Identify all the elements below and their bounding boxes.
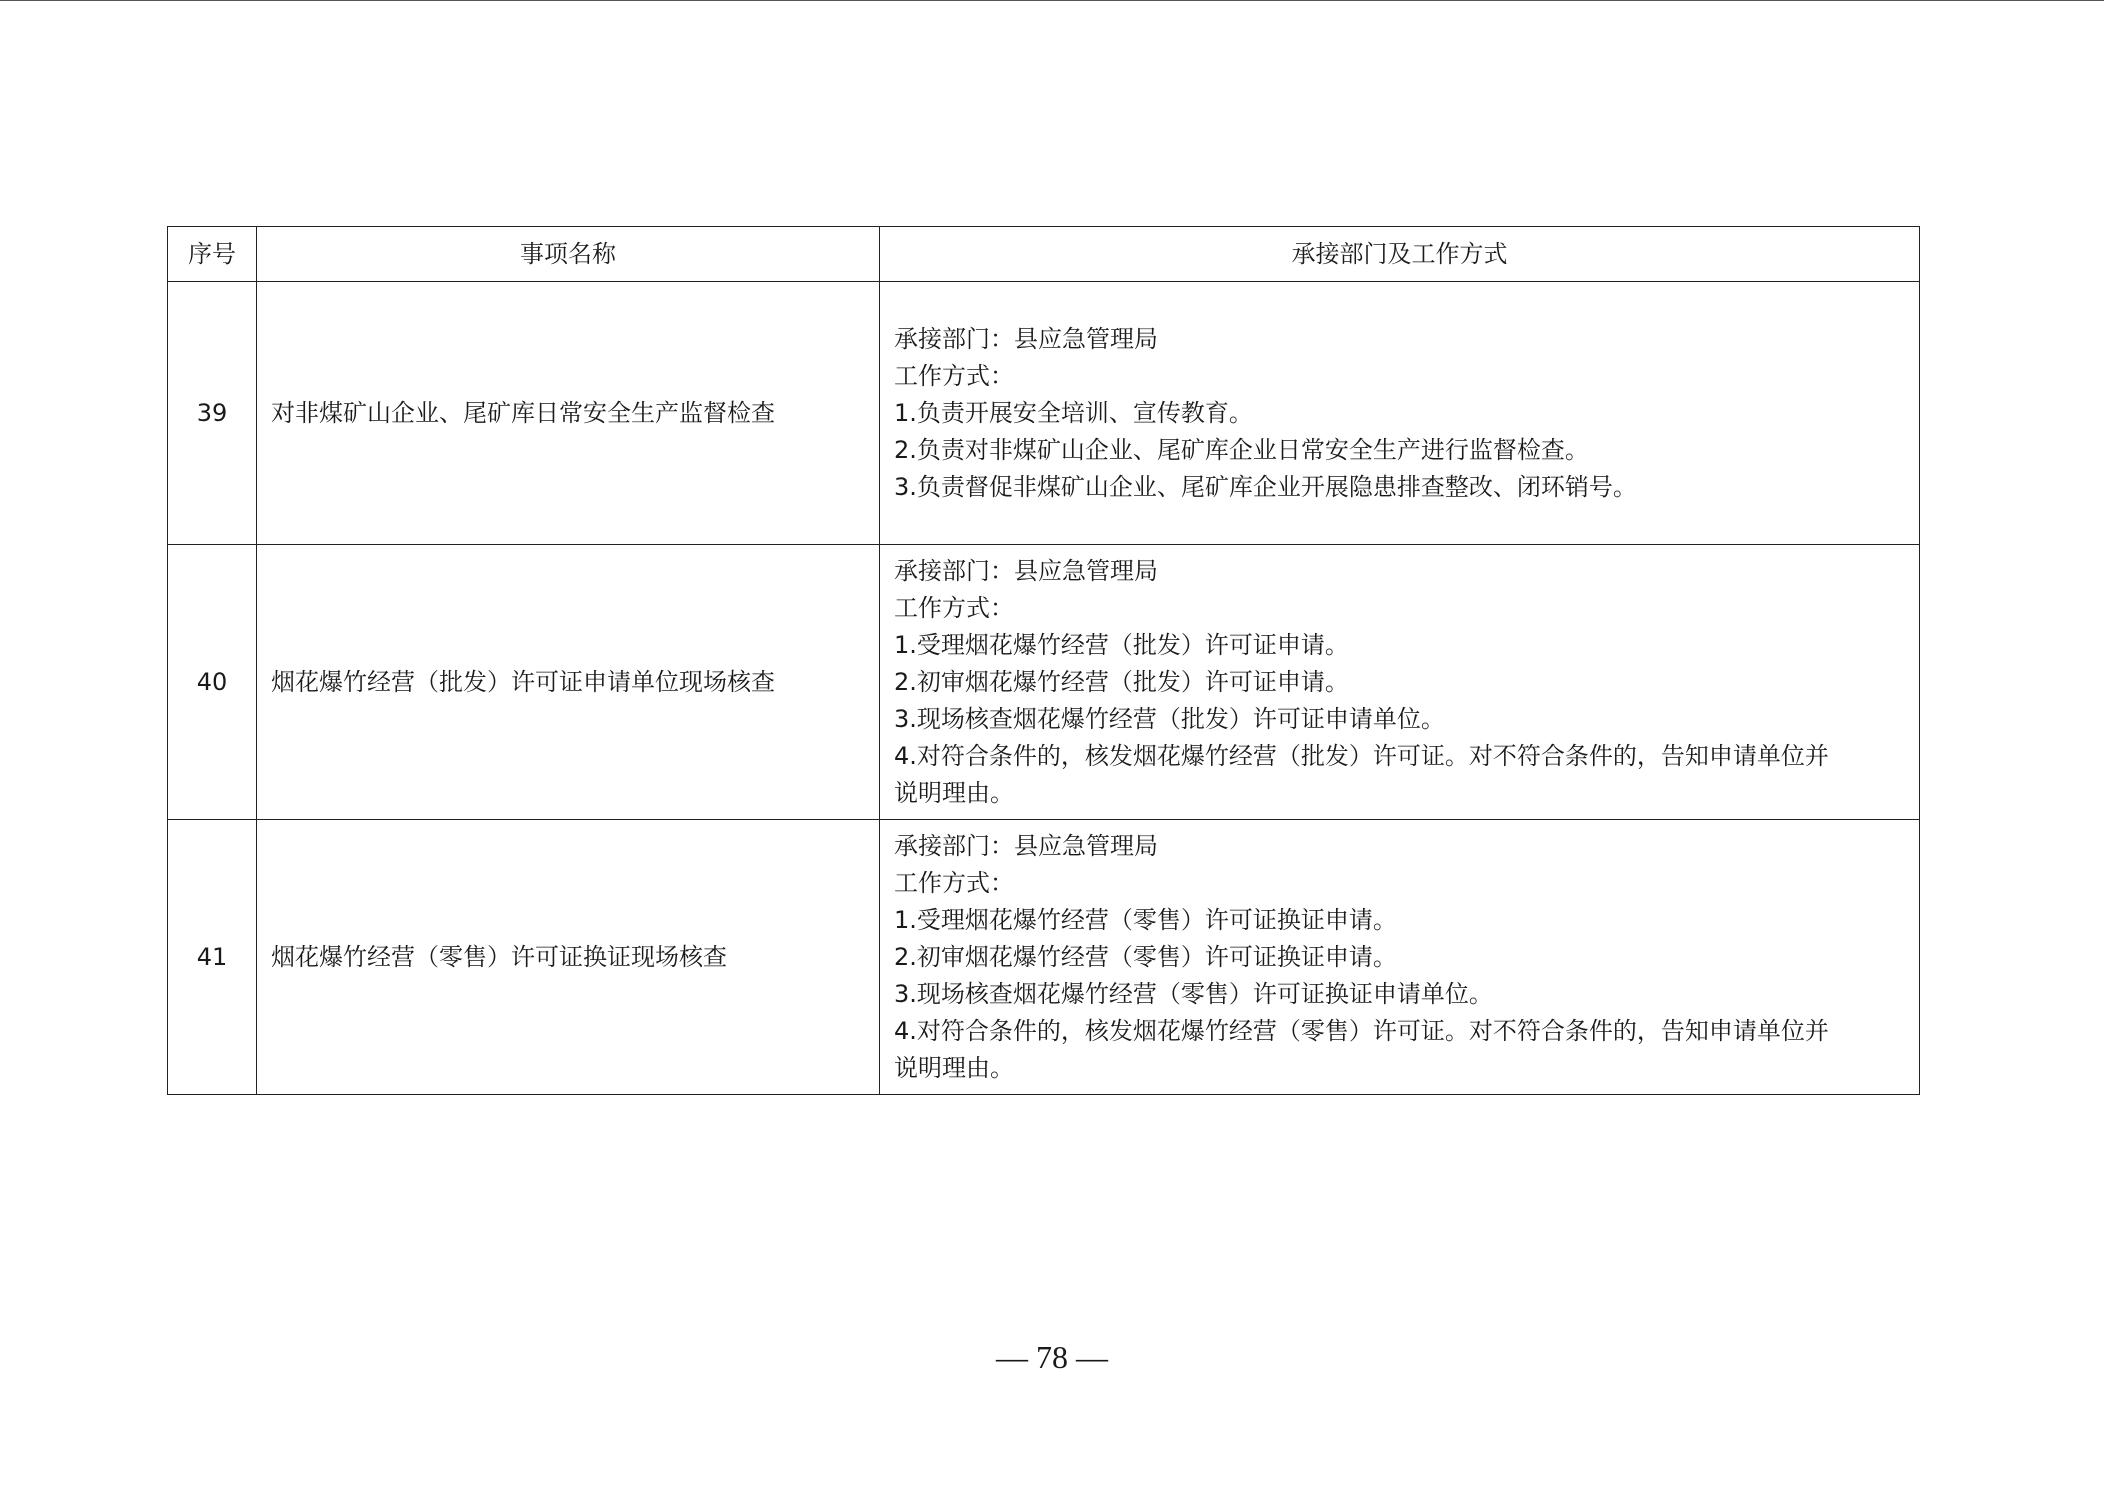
- work-line: 2.初审烟花爆竹经营（批发）许可证申请。: [894, 667, 1349, 696]
- row-number: 41: [168, 820, 257, 1095]
- work-line: 3.负责督促非煤矿山企业、尾矿库企业开展隐患排查整改、闭环销号。: [894, 472, 1637, 501]
- work-line: 工作方式：: [894, 868, 1014, 897]
- work-line: 1.受理烟花爆竹经营（零售）许可证换证申请。: [894, 905, 1397, 934]
- work-line: 承接部门：县应急管理局: [894, 831, 1158, 860]
- work-line: 说明理由。: [894, 1053, 1014, 1082]
- table-row: [168, 820, 1920, 1095]
- work-line: 2.负责对非煤矿山企业、尾矿库企业日常安全生产进行监督检查。: [894, 435, 1589, 464]
- header-item-name: 事项名称: [257, 227, 880, 282]
- table-header-row: [168, 227, 1920, 282]
- work-line: 4.对符合条件的，核发烟花爆竹经营（零售）许可证。对不符合条件的，告知申请单位并: [894, 1016, 1829, 1045]
- work-line: 1.受理烟花爆竹经营（批发）许可证申请。: [894, 630, 1349, 659]
- row-item-name: 烟花爆竹经营（批发）许可证申请单位现场核查: [257, 545, 880, 820]
- work-line: 说明理由。: [894, 778, 1014, 807]
- row-item-name: 对非煤矿山企业、尾矿库日常安全生产监督检查: [257, 282, 880, 545]
- row-work-detail: [880, 820, 1920, 1095]
- table-row: [168, 282, 1920, 545]
- matters-table: [167, 226, 1920, 1095]
- page-number: — 78 —: [996, 1339, 1108, 1375]
- top-border-line: [0, 0, 2104, 1]
- work-line: 2.初审烟花爆竹经营（零售）许可证换证申请。: [894, 942, 1397, 971]
- row-item-name: 烟花爆竹经营（零售）许可证换证现场核查: [257, 820, 880, 1095]
- row-work-detail: [880, 282, 1920, 545]
- work-line: 1.负责开展安全培训、宣传教育。: [894, 398, 1253, 427]
- work-line: 4.对符合条件的，核发烟花爆竹经营（批发）许可证。对不符合条件的，告知申请单位并: [894, 741, 1829, 770]
- header-department-work: 承接部门及工作方式: [880, 227, 1920, 282]
- work-line: 工作方式：: [894, 593, 1014, 622]
- row-number: 39: [168, 282, 257, 545]
- work-line: 3.现场核查烟花爆竹经营（零售）许可证换证申请单位。: [894, 979, 1493, 1008]
- row-number: 40: [168, 545, 257, 820]
- work-line: 工作方式：: [894, 361, 1014, 390]
- work-line: 承接部门：县应急管理局: [894, 556, 1158, 585]
- row-work-detail: [880, 545, 1920, 820]
- work-line: 承接部门：县应急管理局: [894, 324, 1158, 353]
- work-line: 3.现场核查烟花爆竹经营（批发）许可证申请单位。: [894, 704, 1445, 733]
- table-row: [168, 545, 1920, 820]
- header-number: 序号: [168, 227, 257, 282]
